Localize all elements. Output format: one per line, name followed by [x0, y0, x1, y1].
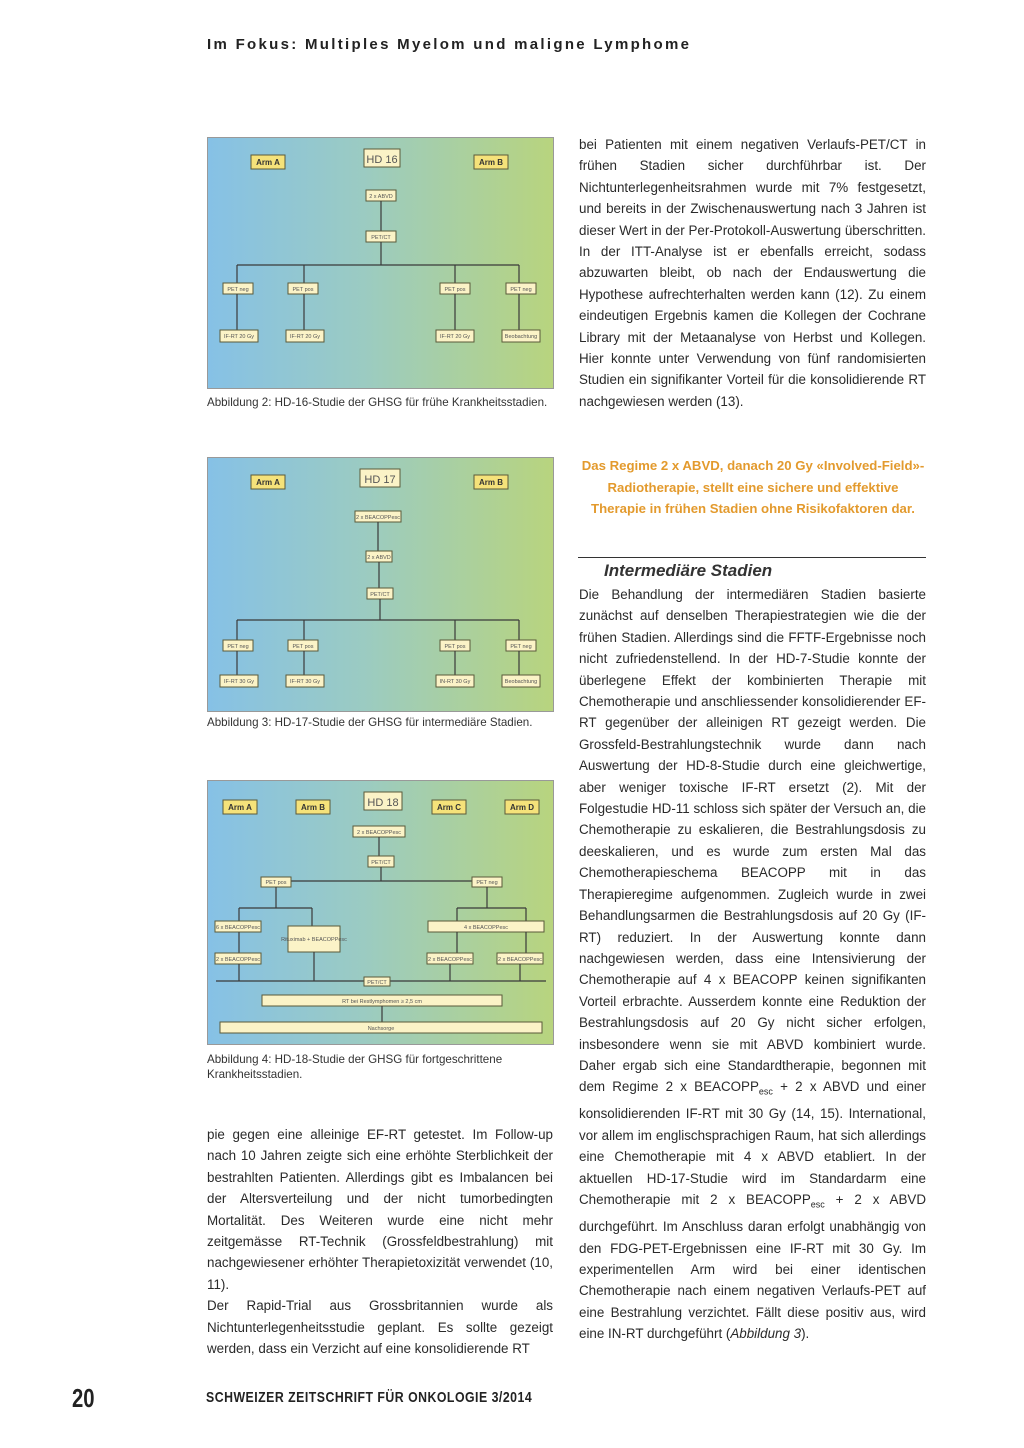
svg-text:2 x BEACOPPesc: 2 x BEACOPPesc	[427, 957, 473, 963]
svg-text:Beobachtung: Beobachtung	[504, 679, 538, 685]
arm-a-label: Arm A	[256, 158, 280, 167]
svg-text:IF-RT 30 Gy: IF-RT 30 Gy	[223, 679, 255, 685]
left-paragraph-2: Der Rapid-Trial aus Grossbritannien wurde als Nichtunterlegenheitsstudie geplant. Es sollte gezeigt werden, dass ein Verzicht auf eine konsolidierende RT	[207, 1298, 553, 1357]
figure-hd18	[207, 780, 554, 1045]
svg-text:Arm B: Arm B	[478, 478, 504, 487]
svg-text:PET pos: PET pos	[292, 287, 314, 293]
svg-text:PET pos: PET pos	[265, 880, 287, 886]
figure-4-caption: Abbildung 4: HD-18-Studie der GHSG für fortgeschrittene Krankheitsstadien.	[207, 1053, 503, 1081]
figure-2-caption: Abbildung 2: HD-16-Studie der GHSG für frühe Krankheitsstadien.	[207, 396, 548, 409]
pet-label: PET/CT	[371, 235, 391, 241]
svg-text:4 x BEACOPPesc: 4 x BEACOPPesc	[463, 925, 509, 931]
svg-text:IF-RT 20 Gy: IF-RT 20 Gy	[289, 334, 321, 340]
section-rule	[578, 557, 926, 558]
svg-text:IF-RT 20 Gy: IF-RT 20 Gy	[223, 334, 255, 340]
right-column-text-top	[579, 134, 926, 412]
svg-text:2 x BEACOPPesc: 2 x BEACOPPesc	[215, 957, 261, 963]
svg-text:PET neg: PET neg	[476, 880, 498, 886]
svg-text:Arm C: Arm C	[436, 803, 462, 812]
svg-text:IF-RT 30 Gy: IF-RT 30 Gy	[289, 679, 321, 685]
svg-text:PET pos: PET pos	[292, 644, 314, 650]
svg-text:Arm D: Arm D	[509, 803, 535, 812]
page-number: 20	[72, 1383, 95, 1413]
running-header: Im Fokus: Multiples Myelom und maligne Lymphome	[207, 36, 692, 53]
svg-text:Rituximab + BEACOPPesc: Rituximab + BEACOPPesc	[281, 937, 347, 943]
svg-text:Arm A: Arm A	[256, 478, 280, 487]
svg-text:PET/CT: PET/CT	[371, 860, 391, 866]
right-column-text-bottom	[579, 584, 926, 1345]
svg-text:Arm A: Arm A	[228, 803, 252, 812]
svg-text:PET/CT: PET/CT	[370, 592, 390, 598]
svg-text:PET neg: PET neg	[227, 644, 249, 650]
svg-text:2 x BEACOPPesc: 2 x BEACOPPesc	[356, 830, 402, 836]
svg-text:2 x BEACOPPesc: 2 x BEACOPPesc	[355, 515, 401, 521]
svg-text:PET neg: PET neg	[227, 287, 249, 293]
svg-text:HD 18: HD 18	[367, 797, 399, 809]
figure-3-caption: Abbildung 3: HD-17-Studie der GHSG für intermediäre Stadien.	[207, 716, 533, 729]
pull-quote: Das Regime 2 x ABVD, danach 20 Gy «Involved-Field»-Radiotherapie, stellt eine sichere und effektive Therapie in frühen Stadien ohne Risikofaktoren dar.	[581, 458, 925, 516]
right-paragraph-2: Die Behandlung der intermediären Stadien basierte zunächst auf denselben Therapiestrategien wie die der frühen Stadien. Allerdings sind die FFTF-Ergebnisse noch nicht zufriedenstellend. In der HD-7-Studie konnte der überlegene Effekt der kombinierten Therapie mit Chemotherapie und anschliessender konsolidierender EF-RT gegenüber der alleinigen RT gezeigt werden. Die Grossfeld-Bestrahlungstechnik wurde dann nach Auswertung der HD-8-Studie durch eine gleichwertige, aber weniger toxische IF-RT ersetzt (2). Mit der Folgestudie HD-11 schloss sich später der Versuch an, die Chemotherapie zu eskalieren, die Bestrahlungsdosis zu deeskalieren, und es wurde zum ersten Mal das Chemotherapieschema BEACOPP mit in das Therapieregime aufgenommen. Zugleich wurde in zwei Behandlungsarmen die Bestrahlungsdosis auf 20 Gy (IF-RT) reduziert. In der Auswertung konnte dann nachgewiesen werden, dass eine Intensivierung der Chemotherapie auf 4 x BEACOPP keinen signifikanten Vorteil erbrachte. Ausserdem konnte eine Reduktion der Bestrahlungsdosis auf 20 Gy nicht sicher erfolgen, insbesondere wenn sie mit ABVD kombiniert wurde. Daher ergab sich eine Standardtherapie, begonnen mit dem Regime 2 x $BEACOPP_{esc} + 2$ x ABVD und einer konsolidierenden IF-RT mit 30 Gy (14, 15). International, vor allem im englischsprachigen Raum, hat sich allerdings eine Chemotherapie mit 4 x ABVD etabliert. In der aktuellen HD-17-Studie wird im Standardarm eine Chemotherapie mit 2 x $BEACOPP_{esc} + 2$ x ABVD durchgeführt. Im Anschluss daran erfolgt unabhängig von den FDG-PET-Ergebnissen eine IF-RT mit 30 Gy. Im experimentellen Arm wird bei einer identischen Chemotherapie nach einem negativen Verlaufs-PET auf eine Bestrahlung verzichtet. Fällt diese positiv aus, wird eine IN-RT durchgeführt (Abbildung 3).	[579, 587, 926, 1342]
svg-text:6 x BEACOPPesc: 6 x BEACOPPesc	[215, 925, 261, 931]
svg-text:PET neg: PET neg	[510, 287, 532, 293]
svg-text:PET/CT: PET/CT	[367, 980, 387, 986]
svg-text:Arm B: Arm B	[300, 803, 326, 812]
figure-hd16	[207, 137, 554, 389]
svg-text:IF-RT 20 Gy: IF-RT 20 Gy	[439, 334, 471, 340]
figure-hd17	[207, 457, 554, 712]
svg-text:RT bei Restlymphomen ≥ 2,5 cm: RT bei Restlymphomen ≥ 2,5 cm	[342, 999, 422, 1005]
journal-name: SCHWEIZER ZEITSCHRIFT FÜR ONKOLOGIE 3/2014	[206, 1389, 533, 1406]
study-label: HD 16	[366, 154, 398, 166]
figure-reference: Abbildung 3	[730, 1326, 802, 1342]
svg-text:IN-RT 30 Gy: IN-RT 30 Gy	[439, 679, 471, 685]
left-column-text	[207, 1124, 553, 1359]
chemo-label: 2 x ABVD	[369, 194, 393, 200]
svg-text:PET pos: PET pos	[444, 287, 466, 293]
section-heading: Intermediäre Stadien	[604, 561, 773, 580]
left-paragraph-1: pie gegen eine alleinige EF-RT getestet. Im Follow-up nach 10 Jahren zeigte sich eine erhöhte Sterblichkeit der bestrahlten Patienten. Allerdings gibt es Imbalancen bei der Altersverteilung und der nicht tumorbedingten Mortalität. Des Weiteren wurde eine nicht mehr zeitgemässe RT-Technik (Grossfeldbestrahlung) mit nachgewiesener erhöhter Therapietoxizität verwendet (10, 11).	[207, 1127, 553, 1292]
svg-text:2 x BEACOPPesc: 2 x BEACOPPesc	[497, 957, 543, 963]
svg-text:HD 17: HD 17	[364, 474, 396, 486]
svg-text:Nachsorge: Nachsorge	[367, 1026, 395, 1032]
svg-text:2 x ABVD: 2 x ABVD	[367, 555, 391, 561]
svg-text:PET neg: PET neg	[510, 644, 532, 650]
right-paragraph-1: bei Patienten mit einem negativen Verlaufs-PET/CT in frühen Stadien sicher durchführbar ist. Der Nichtunterlegenheitsrahmen wurde mit 7% festgesetzt, und bereits in der Zwischenauswertung nach 3 Jahren ist dieser Wert in der Per-Protokoll-Auswertung überschritten. In der ITT-Analyse ist er ebenfalls erreicht, sodass abzuwarten bleibt, ob nach der Endauswertung die Hypothese aufrechterhalten werden kann (12). Zu einem eindeutigen Ergebnis kamen die Kollegen der Cochrane Library mit der Metaanalyse von Herbst und Kollegen. Hier konnte unter Verwendung von fünf randomisierten Studien ein signifikanter Vorteil für die konsolidierende RT nachgewiesen werden (13).	[579, 137, 926, 409]
arm-b-label: Arm B	[478, 158, 504, 167]
svg-text:Beobachtung: Beobachtung	[504, 334, 538, 340]
svg-text:PET pos: PET pos	[444, 644, 466, 650]
